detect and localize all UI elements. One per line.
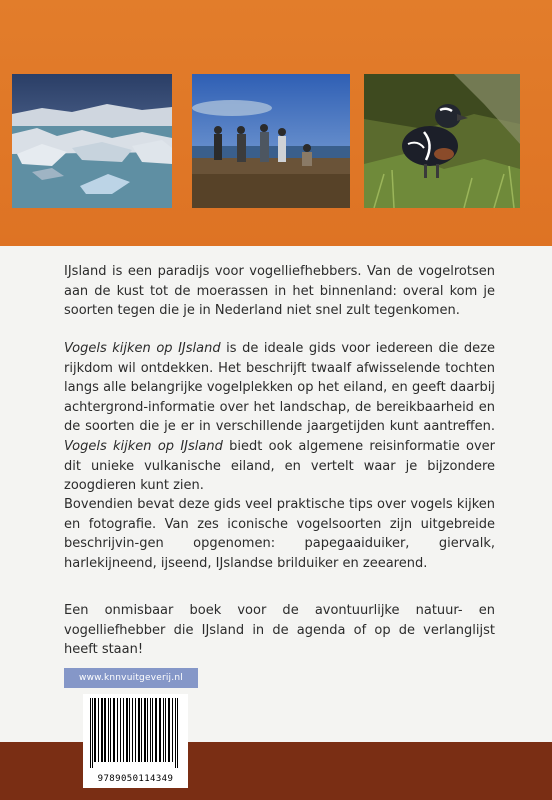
isbn-barcode bbox=[83, 694, 188, 788]
birdwatchers-photo bbox=[192, 74, 350, 208]
isbn-number: 9789050114349 bbox=[97, 774, 174, 784]
species-paragraph bbox=[64, 495, 495, 573]
harlequin-duck-photo bbox=[364, 74, 520, 208]
paragraph-text: Bovendien bevat deze gids veel praktische tips over vogels kijken en fotografie. Van zes iconische vogelsoorten zijn uitgebreide beschrijvin-gen opgenomen: papegaaiduiker, giervalk, harlekijneend, ijseend, IJslandse brilduiker en zeearend. bbox=[64, 497, 495, 571]
closing-paragraph bbox=[64, 601, 495, 660]
barcode-bars bbox=[88, 698, 183, 770]
glacier-lagoon-photo bbox=[12, 74, 172, 208]
paragraph-text: is de ideale gids voor iedereen die deze rijkdom wil ontdekken. Het beschrijft twaalf afwisselende tochten langs alle belangrijke vogelplekken op het eiland, en geeft daarbij achtergrond-informatie over het landschap, de bereikbaarheid en de soorten die je er in verschillende jaargetijden kunt aantreffen. bbox=[64, 341, 495, 435]
book-title-italic: Vogels kijken op IJsland bbox=[64, 438, 223, 454]
paragraph-text: Een onmisbaar boek voor de avontuurlijke natuur- en vogelliefhebber die IJsland in de agenda of op de verlanglijst heeft staan! bbox=[64, 603, 495, 658]
intro-paragraph bbox=[64, 262, 495, 321]
description-paragraph bbox=[64, 339, 495, 496]
publisher-website-link[interactable]: www.knnvuitgeverij.nl bbox=[64, 668, 198, 688]
paragraph-text: IJsland is een paradijs voor vogelliefhebbers. Van de vogelrotsen aan de kust tot de moerassen in het binnenland: overal kom je soorten tegen die je in Nederland niet snel zult tegenkomen. bbox=[64, 264, 495, 319]
paragraph-text: biedt ook algemene reisinformatie over dit unieke vulkanische eiland, en vertelt waar je bijzondere zoogdieren kunt zien. bbox=[64, 438, 495, 494]
book-title-italic: Vogels kijken op IJsland bbox=[64, 341, 221, 356]
